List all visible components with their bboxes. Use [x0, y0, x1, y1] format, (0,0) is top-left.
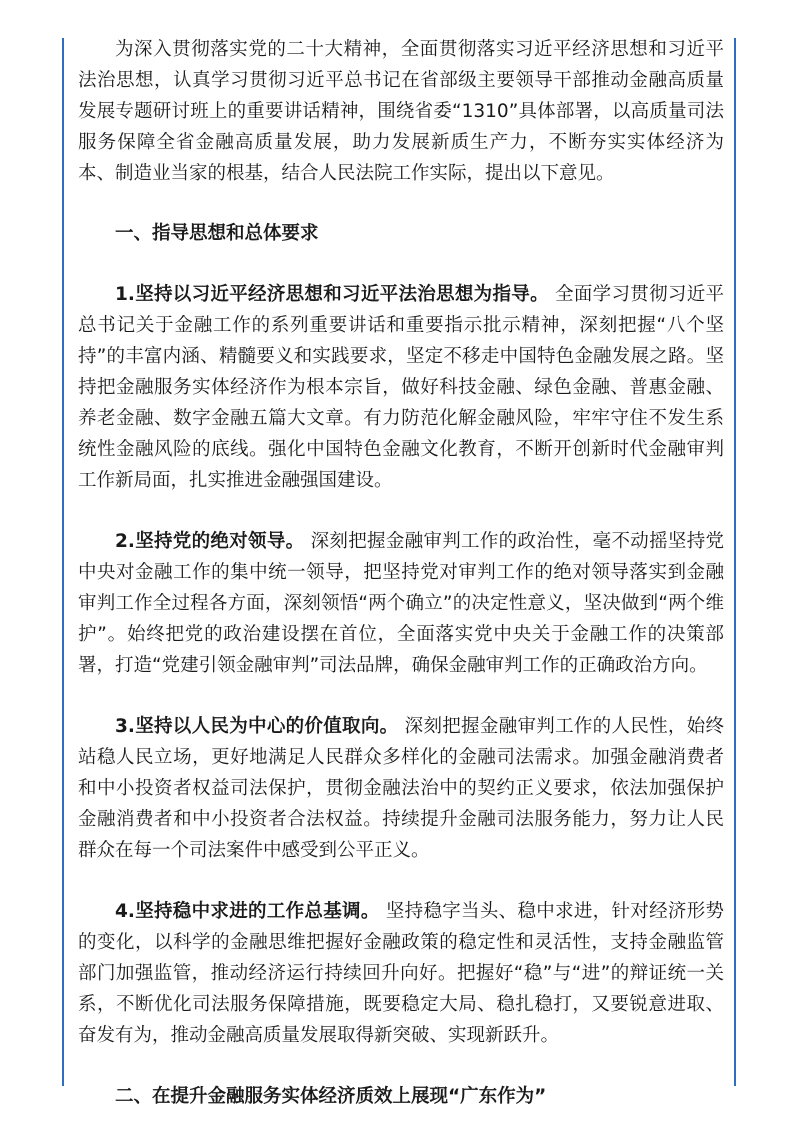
item-1-body: 全面学习贯彻习近平总书记关于金融工作的系列重要讲话和重要指示批示精神，深刻把握“八个坚持”的丰富内涵、精髓要义和实践要求，坚定不移走中国特色金融发展之路。坚持把金融服务实体经济作为根本宗旨，做好科技金融、绿色金融、普惠金融、养老金融、数字金融五篇大文章。有力防范化解金融风险，牢牢守住不发生系统性金融风险的底线。强化中国特色金融文化教育，不断开创新时代金融审判工作新局面，扎实推进金融强国建设。 — [78, 284, 725, 491]
section-heading-1: 一、指导思想和总体要求 — [115, 223, 319, 244]
item-1-paragraph — [78, 279, 724, 496]
intro-paragraph: 为深入贯彻落实党的二十大精神，全面贯彻落实习近平经济思想和习近平法治思想，认真学习贯彻习近平总书记在省部级主要领导干部推动金融高质量发展专题研讨班上的重要讲话精神，围绕省委“1310”具体部署，以高质量司法服务保障全省金融高质量发展，助力发展新质生产力，不断夯实实体经济为本、制造业当家的根基，结合人民法院工作实际，提出以下意见。 — [78, 39, 724, 184]
right-margin-rule — [734, 38, 736, 1086]
item-1-lead: 1.坚持以习近平经济思想和习近平法治思想为指导。 — [115, 284, 549, 305]
item-2-body: 深刻把握金融审判工作的政治性，毫不动摇坚持党中央对金融工作的集中统一领导，把坚持党对审判工作的绝对领导落实到金融审判工作全过程各方面，深刻领悟“两个确立”的决定性意义，坚决做到“两个维护”。始终把党的政治建设摆在首位，全面落实党中央关于金融工作的决策部署，打造“党建引领金融审判”司法品牌，确保金融审判工作的正确政治方向。 — [78, 531, 724, 676]
item-2-lead: 2.坚持党的绝对领导。 — [115, 531, 305, 552]
item-3-body: 深刻把握金融审判工作的人民性，始终站稳人民立场，更好地满足人民群众多样化的金融司法需求。加强金融消费者和中小投资者权益司法保护，贯彻金融法治中的契约正义要求，依法加强保护金融消费者和中小投资者合法权益。持续提升金融司法服务能力，努力让人民群众在每一个司法案件中感受到公平正义。 — [78, 716, 724, 861]
item-3-lead: 3.坚持以人民为中心的价值取向。 — [115, 716, 399, 737]
item-2-paragraph — [78, 526, 724, 681]
item-3-paragraph — [78, 711, 724, 866]
section-heading-2: 二、在提升金融服务实体经济质效上展现“广东作为” — [115, 1086, 547, 1107]
document-body — [78, 34, 724, 1112]
left-margin-rule — [62, 38, 64, 1086]
item-4-body: 坚持稳字当头、稳中求进，针对经济形势的变化，以科学的金融思维把握好金融政策的稳定性和灵活性，支持金融监管部门加强监管，推动经济运行持续回升向好。把握好“稳”与“进”的辩证统一关系，不断优化司法服务保障措施，既要稳定大局、稳扎稳打，又要锐意进取、奋发有为，推动金融高质量发展取得新突破、实现新跃升。 — [78, 901, 724, 1046]
item-4-lead: 4.坚持稳中求进的工作总基调。 — [115, 901, 380, 922]
item-4-paragraph — [78, 896, 724, 1051]
